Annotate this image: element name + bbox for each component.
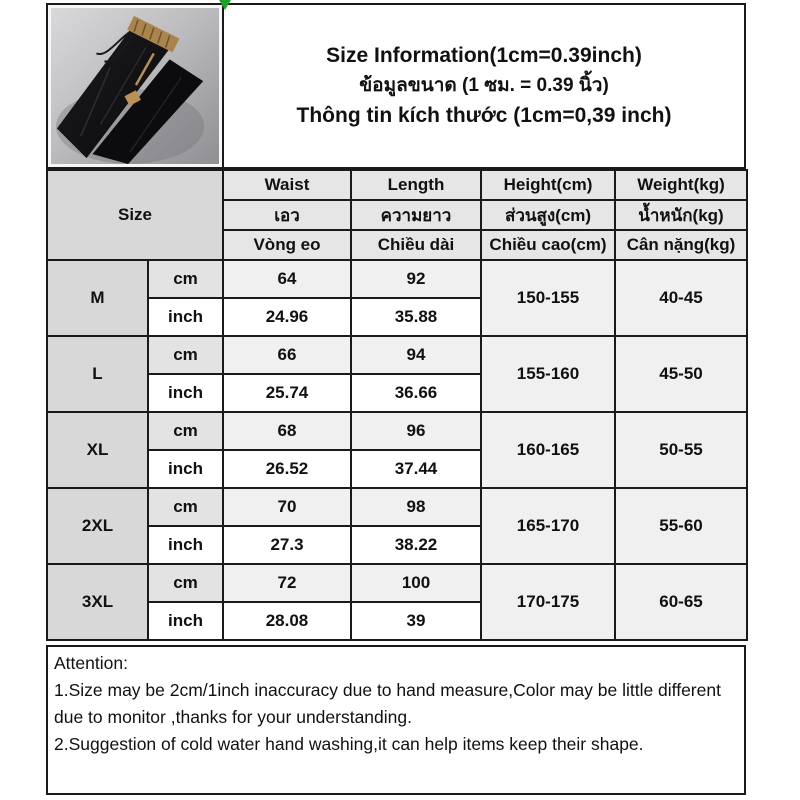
weight-value: 55-60 xyxy=(615,488,747,564)
waist-inch-value: 24.96 xyxy=(223,298,351,336)
col-header-weight-vi: Cân nặng(kg) xyxy=(615,230,747,260)
col-header-height-vi: Chiều cao(cm) xyxy=(481,230,615,260)
title-vietnamese: Thông tin kích thước (1cm=0,39 inch) xyxy=(296,104,672,127)
length-inch-value: 37.44 xyxy=(351,450,481,488)
height-value: 160-165 xyxy=(481,412,615,488)
col-header-height-th: ส่วนสูง(cm) xyxy=(481,200,615,230)
length-inch-value: 38.22 xyxy=(351,526,481,564)
height-value: 150-155 xyxy=(481,260,615,336)
size-label-l: L xyxy=(47,336,148,412)
unit-label-cm: cm xyxy=(148,412,223,450)
size-label-2xl: 2XL xyxy=(47,488,148,564)
header-section xyxy=(46,3,746,169)
weight-value: 60-65 xyxy=(615,564,747,640)
attention-line-2: 2.Suggestion of cold water hand washing,it can help items keep their shape. xyxy=(54,734,644,754)
waist-inch-value: 25.74 xyxy=(223,374,351,412)
table-row xyxy=(47,260,747,298)
title-english: Size Information(1cm=0.39inch) xyxy=(326,44,642,67)
unit-label-inch: inch xyxy=(148,450,223,488)
col-header-weight-en: Weight(kg) xyxy=(615,170,747,200)
col-header-length-vi: Chiều dài xyxy=(351,230,481,260)
length-cm-value: 96 xyxy=(351,412,481,450)
waist-cm-value: 68 xyxy=(223,412,351,450)
table-row xyxy=(47,412,747,450)
size-label-m: M xyxy=(47,260,148,336)
col-header-waist-th: เอว xyxy=(223,200,351,230)
green-corner-icon xyxy=(219,0,231,10)
length-inch-value: 39 xyxy=(351,602,481,640)
size-label-xl: XL xyxy=(47,412,148,488)
unit-label-inch: inch xyxy=(148,374,223,412)
attention-heading: Attention: xyxy=(54,653,128,673)
size-table xyxy=(46,169,748,641)
product-photo xyxy=(48,5,224,167)
length-cm-value: 98 xyxy=(351,488,481,526)
height-value: 170-175 xyxy=(481,564,615,640)
waist-cm-value: 66 xyxy=(223,336,351,374)
pants-image xyxy=(51,8,219,164)
size-label-3xl: 3XL xyxy=(47,564,148,640)
table-row xyxy=(47,488,747,526)
col-header-height-en: Height(cm) xyxy=(481,170,615,200)
table-row xyxy=(47,564,747,602)
title-thai: ข้อมูลขนาด (1 ซม. = 0.39 นิ้ว) xyxy=(359,75,609,96)
height-value: 165-170 xyxy=(481,488,615,564)
waist-inch-value: 26.52 xyxy=(223,450,351,488)
waist-cm-value: 72 xyxy=(223,564,351,602)
weight-value: 45-50 xyxy=(615,336,747,412)
length-inch-value: 36.66 xyxy=(351,374,481,412)
unit-label-cm: cm xyxy=(148,488,223,526)
unit-label-inch: inch xyxy=(148,298,223,336)
title-block xyxy=(224,5,744,167)
col-header-weight-th: น้ำหนัก(kg) xyxy=(615,200,747,230)
length-cm-value: 92 xyxy=(351,260,481,298)
waist-inch-value: 27.3 xyxy=(223,526,351,564)
unit-label-cm: cm xyxy=(148,336,223,374)
attention-box xyxy=(46,645,746,795)
length-inch-value: 35.88 xyxy=(351,298,481,336)
waist-cm-value: 64 xyxy=(223,260,351,298)
col-header-waist-en: Waist xyxy=(223,170,351,200)
product-photo-background xyxy=(51,8,219,164)
waist-inch-value: 28.08 xyxy=(223,602,351,640)
col-header-length-th: ความยาว xyxy=(351,200,481,230)
unit-label-cm: cm xyxy=(148,260,223,298)
weight-value: 40-45 xyxy=(615,260,747,336)
length-cm-value: 94 xyxy=(351,336,481,374)
table-row xyxy=(47,336,747,374)
length-cm-value: 100 xyxy=(351,564,481,602)
weight-value: 50-55 xyxy=(615,412,747,488)
waist-cm-value: 70 xyxy=(223,488,351,526)
size-header-cell: Size xyxy=(47,170,223,260)
unit-label-cm: cm xyxy=(148,564,223,602)
height-value: 155-160 xyxy=(481,336,615,412)
col-header-length-en: Length xyxy=(351,170,481,200)
unit-label-inch: inch xyxy=(148,602,223,640)
unit-label-inch: inch xyxy=(148,526,223,564)
attention-line-1: 1.Size may be 2cm/1inch inaccuracy due to hand measure,Color may be little different due to monitor ,thanks for your understanding. xyxy=(54,680,721,727)
col-header-waist-vi: Vòng eo xyxy=(223,230,351,260)
